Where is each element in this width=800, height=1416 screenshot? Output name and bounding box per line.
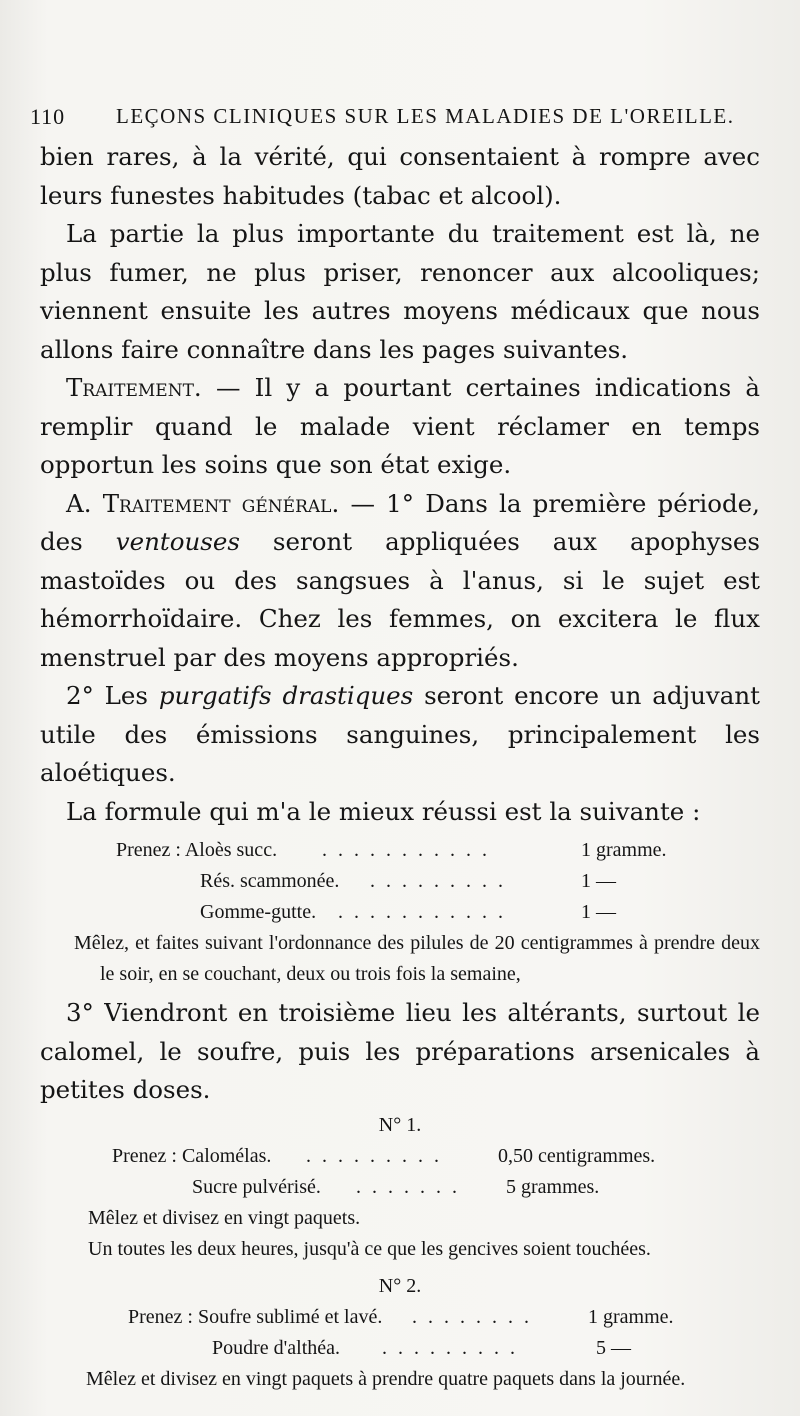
paragraph: La partie la plus importante du traitement est là, ne plus fumer, ne plus priser, renoncer aux alcooliques; viennent ensuite les autres moyens médicaux que nous allons faire connaître dans les pages suivantes. [40, 219, 760, 364]
italic-term: purgatifs drastiques [158, 681, 414, 710]
ingredient: Rés. scammonée. [200, 870, 340, 892]
leader-dots: . . . . . . . . . [306, 1144, 442, 1167]
leader-dots: . . . . . . . . [412, 1305, 532, 1328]
formula-line [40, 1172, 760, 1203]
section-heading: Traitement. [66, 373, 202, 402]
paragraph: La formule qui m'a le mieux réussi est la suivante : [66, 796, 701, 826]
italic-term: ventouses [115, 527, 240, 556]
formula-line [40, 835, 760, 866]
formula-line [40, 1333, 760, 1364]
formula-no2 [40, 1271, 760, 1395]
formula-note: Mêlez et divisez en vingt paquets à prendre quatre paquets dans la journée. [86, 1367, 686, 1390]
quantity: 5 grammes. [506, 1175, 600, 1198]
quantity: 1 gramme. [581, 839, 667, 861]
paragraph-text: A. [66, 488, 103, 518]
paragraph-traitement [40, 369, 760, 485]
paragraph-text: — Il y a pourtant certaines indications à remplir quand le malade vient réclamer en temps opportun les soins que son état exige. [40, 373, 760, 479]
formula-line [40, 897, 760, 928]
formula-line [40, 866, 760, 897]
formula-note: Un toutes les deux heures, jusqu'à ce que les gencives soient touchées. [88, 1237, 651, 1260]
quantity: 5 — [596, 1336, 631, 1359]
quantity: 0,50 centigrammes. [498, 1144, 656, 1167]
formula-note: Mêlez et divisez en vingt paquets. [88, 1206, 361, 1229]
running-title: LEÇONS CLINIQUES SUR LES MALADIES DE L'OREILLE. [116, 104, 735, 128]
leader-dots: . . . . . . . [356, 1175, 460, 1198]
page-body [40, 138, 760, 1395]
paragraph: 3° Viendront en troisième lieu les altérants, surtout le calomel, le soufre, puis les préparations arsenicales à petites doses. [40, 998, 760, 1104]
leader-dots: . . . . . . . . . . . [322, 839, 490, 861]
quantity: 1 — [581, 901, 616, 923]
formula-number: N° 1. [378, 1113, 422, 1136]
quantity: 1 gramme. [588, 1305, 674, 1328]
paragraph-text: 2° Les [66, 681, 159, 710]
paragraph-text: — 1° Dans la première période, des [40, 488, 760, 556]
paragraph-text: seront appliquées aux apophyses mastoïdes ou des sangsues à l'anus, si le sujet est hémorrhoïdaire. Chez les femmes, on excitera le flux menstruel par des moyens appropriés. [40, 527, 761, 672]
leader-dots: . . . . . . . . . [370, 870, 506, 892]
ingredient: Prenez : Calomélas. [112, 1144, 272, 1167]
formula-line [40, 1302, 760, 1333]
ingredient: Poudre d'althéa. [212, 1336, 341, 1359]
ingredient: Sucre pulvérisé. [192, 1175, 321, 1198]
ingredient: Prenez : Soufre sublimé et lavé. [128, 1305, 383, 1328]
quantity: 1 — [581, 870, 616, 892]
ingredient: Gomme-gutte. [200, 901, 317, 923]
section-heading: Traitement général. [102, 488, 340, 518]
paragraph-purgatifs [40, 677, 760, 793]
paragraph: bien rares, à la vérité, qui consentaient à rompre avec leurs funestes habitudes (tabac et alcool). [40, 142, 760, 210]
leader-dots: . . . . . . . . . [382, 1336, 518, 1359]
formula-instructions: Mêlez, et faites suivant l'ordonnance des pilules de 20 centigrammes à prendre deux le soir, en se couchant, deux ou trois fois la semaine, [74, 932, 760, 985]
paragraph-traitement-general [40, 485, 760, 678]
paragraph-text: seront encore un adjuvant utile des émissions sanguines, principalement les aloétiques. [40, 681, 760, 787]
formula-line [40, 1141, 760, 1172]
leader-dots: . . . . . . . . . . . [338, 901, 506, 923]
ingredient: Prenez : Aloès succ. [116, 839, 278, 861]
formula-no1 [40, 1110, 760, 1265]
page-number: 110 [30, 104, 66, 129]
formula-block [40, 835, 760, 990]
formula-number: N° 2. [378, 1274, 422, 1297]
